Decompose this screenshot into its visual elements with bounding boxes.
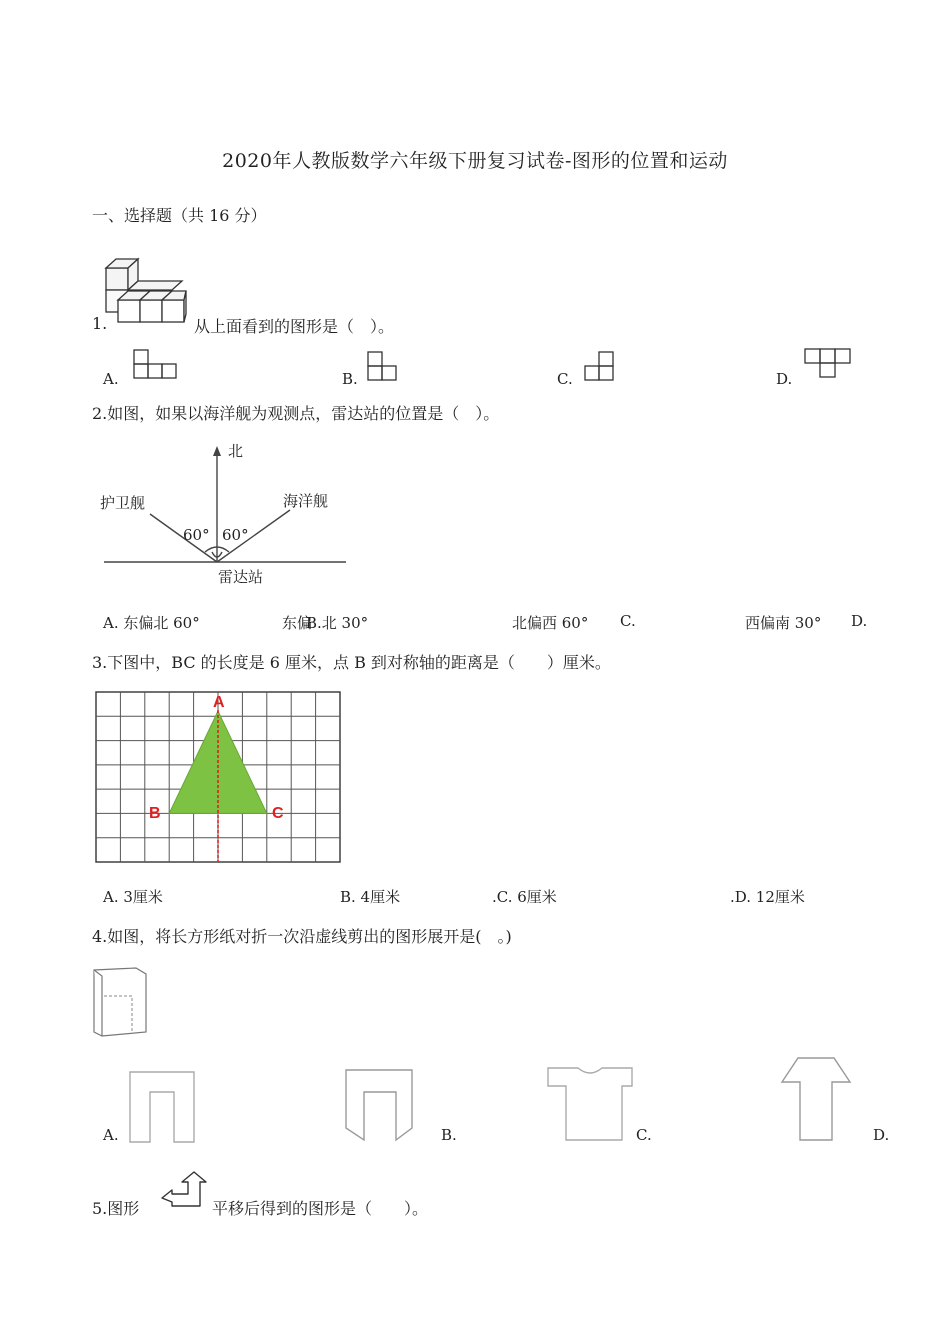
q1-option-b-figure xyxy=(366,350,402,384)
q3-option-a[interactable]: A. 3厘米 xyxy=(103,888,163,906)
q1-number: 1. xyxy=(92,314,108,333)
q3-question: 3.下图中，BC 的长度是 6 厘米，点 B 到对称轴的距离是（ ）厘米。 xyxy=(92,653,611,672)
angle-right-label: 60° xyxy=(222,526,249,544)
page-title: 2020年人教版数学六年级下册复习试卷-图形的位置和运动 xyxy=(222,150,728,172)
point-b-label: B xyxy=(149,805,161,822)
q4-option-c-label[interactable]: C. xyxy=(636,1126,652,1144)
q2-option-c-label[interactable]: C. xyxy=(620,612,636,630)
folded-paper-figure xyxy=(92,966,152,1038)
q5-question-end: 平移后得到的图形是（ ）。 xyxy=(212,1199,429,1218)
q2-question: 2.如图，如果以海洋舰为观测点，雷达站的位置是（ ）。 xyxy=(92,404,500,423)
q3-option-b[interactable]: B. 4厘米 xyxy=(340,888,401,906)
q2-option-d-label[interactable]: D. xyxy=(851,612,868,630)
q2-option-a[interactable]: A. 东偏北 60° xyxy=(103,614,200,632)
station-label: 雷达站 xyxy=(218,568,264,586)
point-a-label: A xyxy=(213,694,225,711)
q1-question: 从上面看到的图形是（ ）。 xyxy=(194,317,395,336)
q4-option-a-figure xyxy=(124,1066,200,1144)
left-ship-label: 护卫舰 xyxy=(100,494,146,512)
q2-option-c-text[interactable]: 北偏西 60° xyxy=(512,614,589,632)
q1-option-c-figure xyxy=(583,350,619,384)
q2-option-b-prefix[interactable]: 东偏 xyxy=(282,614,313,632)
q1-option-a-figure xyxy=(132,348,180,382)
q2-option-b[interactable]: B.北 30° xyxy=(306,614,369,632)
q3-option-d[interactable]: .D. 12厘米 xyxy=(730,888,805,906)
q1-option-c-label[interactable]: C. xyxy=(557,370,573,388)
q1-option-a-label[interactable]: A. xyxy=(103,370,119,388)
north-label: 北 xyxy=(228,442,244,460)
q3-option-c[interactable]: .C. 6厘米 xyxy=(492,888,557,906)
q4-option-c-figure xyxy=(544,1060,636,1144)
q5-question-start: 5.图形 xyxy=(92,1199,140,1218)
symmetry-grid-figure xyxy=(94,690,342,864)
q1-option-d-figure xyxy=(803,347,853,381)
q2-option-d-text[interactable]: 西偏南 30° xyxy=(745,614,822,632)
angle-left-label: 60° xyxy=(183,526,210,544)
q4-question: 4.如图，将长方形纸对折一次沿虚线剪出的图形展开是( 。) xyxy=(92,927,512,946)
q4-option-a-label[interactable]: A. xyxy=(103,1126,119,1144)
q1-option-d-label[interactable]: D. xyxy=(776,370,793,388)
arrow-shape-icon xyxy=(160,1170,210,1210)
section-heading: 一、选择题（共 16 分） xyxy=(92,206,267,225)
point-c-label: C xyxy=(272,805,284,822)
q1-option-b-label[interactable]: B. xyxy=(342,370,358,388)
q4-option-d-label[interactable]: D. xyxy=(873,1126,890,1144)
q4-option-b-label[interactable]: B. xyxy=(441,1126,457,1144)
q4-option-d-figure xyxy=(778,1052,854,1144)
cube-stack-figure xyxy=(104,256,188,328)
right-ship-label: 海洋舰 xyxy=(283,492,329,510)
q4-option-b-figure xyxy=(342,1066,416,1146)
